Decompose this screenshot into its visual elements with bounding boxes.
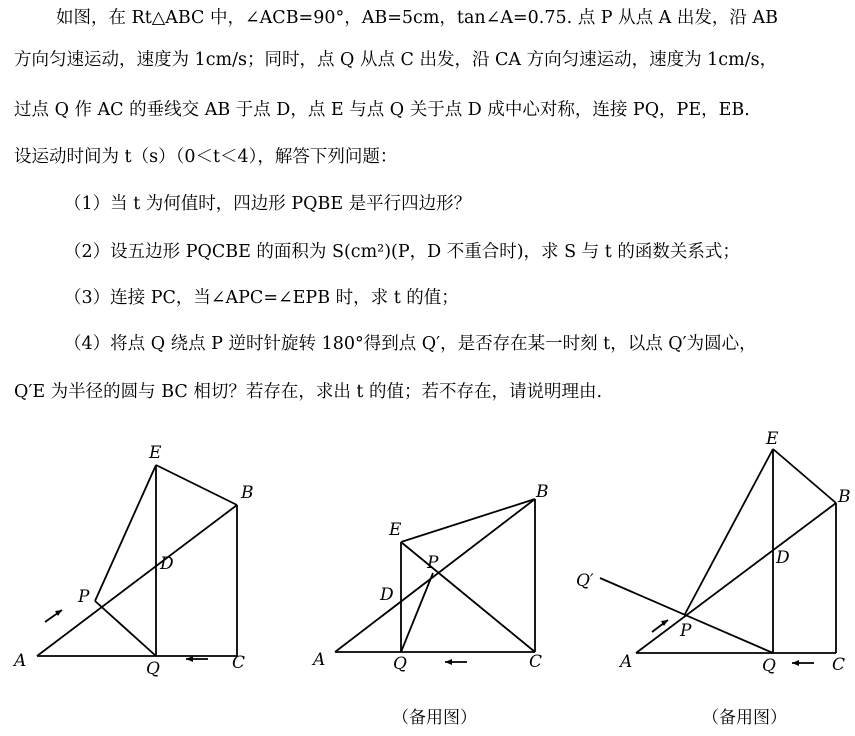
segment-ec (401, 542, 535, 652)
figure-3-caption: （备用图） (702, 708, 787, 728)
label-c: C (832, 655, 846, 675)
problem-line-3: 过点 Q 作 AC 的垂线交 AB 于点 D，点 E 与点 Q 关于点 D 成中心对称，连接 PQ，PE，EB. (14, 100, 750, 120)
segment-ab (636, 503, 836, 653)
problem-line-4: 设运动时间为 t（s）（0＜t＜4），解答下列问题： (14, 147, 398, 167)
label-e: E (149, 443, 162, 463)
label-d: D (776, 548, 790, 568)
label-a: A (620, 652, 633, 672)
label-q: Q (393, 654, 407, 674)
label-e: E (389, 520, 402, 540)
label-b: B (838, 487, 851, 507)
label-d: D (380, 585, 394, 605)
question-4-cont: Q′E 为半径的圆与 BC 相切？若存在，求出 t 的值；若不存在，请说明理由. (14, 382, 603, 402)
question-1: （1）当 t 为何值时，四边形 PQBE 是平行四边形？ (64, 194, 472, 214)
label-a: A (313, 650, 326, 670)
segment-eb (401, 499, 535, 542)
label-c: C (232, 653, 246, 673)
figure-2 (305, 475, 570, 680)
label-q: Q (146, 659, 160, 679)
segment-eb (156, 465, 237, 505)
segment-eb (773, 449, 836, 503)
label-b: B (241, 483, 254, 503)
label-a: A (14, 651, 27, 671)
segment-pe (95, 465, 156, 601)
label-p: P (427, 553, 439, 573)
segment-pe (685, 449, 773, 614)
segment-ab (37, 505, 237, 656)
label-p: P (78, 587, 90, 607)
figure-1 (0, 430, 270, 680)
label-d: D (160, 554, 174, 574)
figure-3 (570, 420, 855, 680)
label-e: E (766, 429, 779, 449)
label-q-prime: Q′ (576, 571, 594, 591)
segment-ab (335, 499, 535, 652)
arrow-q-head (445, 659, 452, 665)
label-p: P (680, 621, 692, 641)
question-4: （4）将点 Q 绕点 P 逆时针旋转 180°得到点 Q′，是否存在某一时刻 t，以点 Q′为圆心， (64, 334, 757, 354)
label-b: B (536, 482, 549, 502)
label-c: C (529, 652, 543, 672)
segment-pq (401, 573, 433, 652)
problem-line-1: 如图，在 Rt△ABC 中，∠ACB=90°，AB=5cm，tan∠A=0.75. 点 P 从点 A 出发，沿 AB (56, 8, 778, 28)
segment-pq (95, 601, 156, 656)
label-q: Q (762, 656, 776, 676)
question-2: （2）设五边形 PQCBE 的面积为 S(cm²)(P，D 不重合时)，求 S 与 t 的函数关系式； (64, 242, 740, 262)
segment-qprime-q (600, 578, 773, 653)
problem-line-2: 方向匀速运动，速度为 1cm/s；同时，点 Q 从点 C 出发，沿 CA 方向匀速运动，速度为 1cm/s， (14, 50, 778, 70)
figure-2-caption: （备用图） (392, 708, 477, 728)
arrow-q-head (792, 660, 799, 666)
arrow-q-head (186, 656, 193, 662)
question-3: （3）连接 PC，当∠APC=∠EPB 时，求 t 的值； (64, 288, 459, 308)
